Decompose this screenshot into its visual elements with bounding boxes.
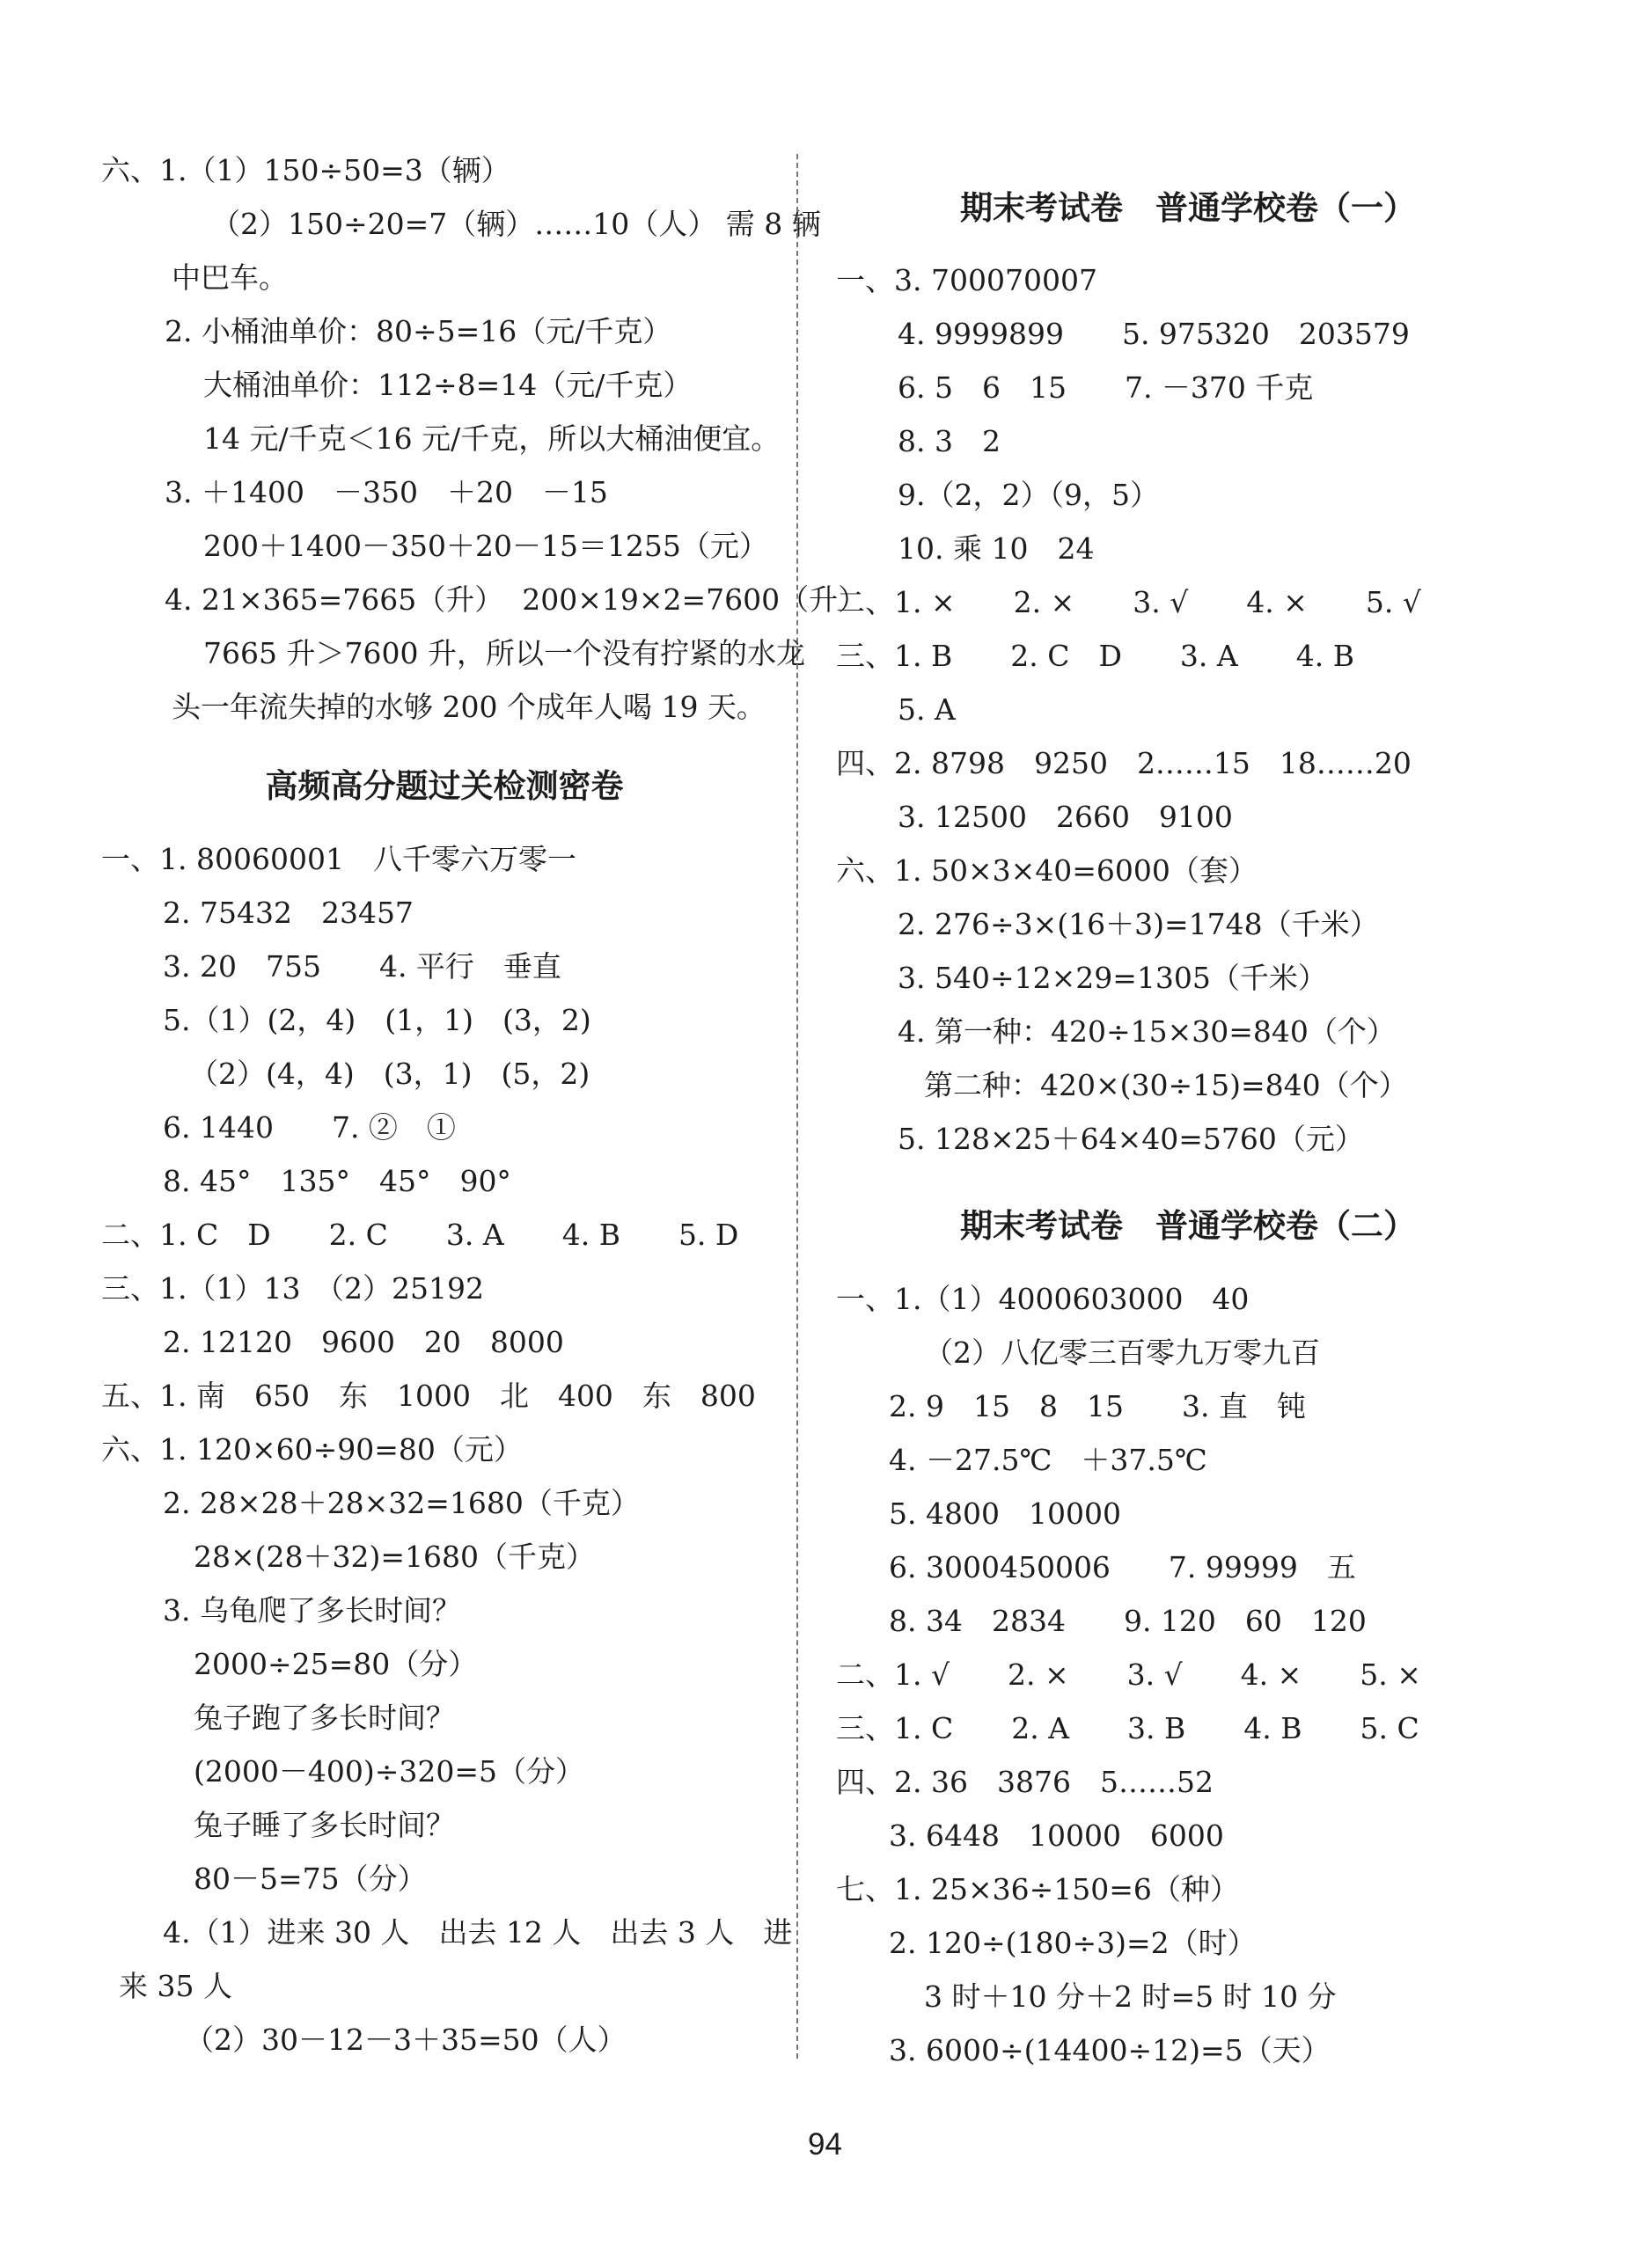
answer-line: 10. 乘 10 24 [898,531,1095,566]
answer-line: 4. 9999899 5. 975320 203579 [898,317,1410,351]
section-heading: 期末考试卷 普通学校卷（一） [960,189,1416,227]
answer-line: 一、3. 700070007 [836,263,1097,297]
answer-line: 4. 21×365=7665（升） 200×19×2=7600（升） [165,582,868,617]
answer-line: 二、1. C D 2. C 3. A 4. B 5. D [101,1218,739,1252]
answer-line: 6. 1440 7. ② ① [163,1110,456,1145]
answer-line: 80－5=75（分） [194,1862,427,1896]
answer-line: 2. 28×28＋28×32=1680（千克） [163,1486,640,1520]
answer-line: 头一年流失掉的水够 200 个成年人喝 19 天。 [172,690,766,724]
answer-line: 四、2. 36 3876 5……52 [836,1765,1214,1799]
answer-line: 6. 5 6 15 7. －370 千克 [898,370,1314,405]
answer-line: 5. A [898,692,956,727]
answer-line: 2. 小桶油单价：80÷5=16（元/千克） [165,314,672,348]
answer-line: 3. 乌龟爬了多长时间？ [163,1593,461,1628]
answer-line: 4. 第一种：420÷15×30=840（个） [898,1014,1396,1049]
answer-line: 三、1. B 2. C D 3. A 4. B [836,639,1354,673]
answer-line: 8. 45° 135° 45° 90° [163,1164,511,1198]
answer-line: 2. 75432 23457 [163,896,414,930]
answer-line: 3. 540÷12×29=1305（千米） [898,961,1327,995]
answer-line: 5. 4800 10000 [889,1496,1121,1531]
answer-line: 五、1. 南 650 东 1000 北 400 东 800 [101,1379,756,1413]
section-heading: 期末考试卷 普通学校卷（二） [960,1207,1416,1245]
answer-line: 中巴车。 [172,260,288,295]
answer-line: 一、1.（1）4000603000 40 [836,1282,1250,1316]
answer-line: 六、1. 50×3×40=6000（套） [836,853,1258,888]
answer-line: 二、1. √ 2. × 3. √ 4. × 5. × [836,1657,1421,1692]
answer-line: 8. 3 2 [898,424,1001,458]
answer-line: 二、1. × 2. × 3. √ 4. × 5. √ [836,585,1421,619]
answer-line: 一、1. 80060001 八千零六万零一 [101,842,576,876]
answer-line: 5.（1）(2，4) (1，1) (3，2) [163,1003,591,1037]
answer-line: 6. 3000450006 7. 99999 五 [889,1550,1356,1584]
answer-line: 3. 6448 10000 6000 [889,1818,1224,1853]
answer-line: 第二种：420×(30÷15)=840（个） [924,1068,1408,1102]
answer-line: 200＋1400－350＋20－15＝1255（元） [203,529,768,563]
answer-line: 2. 9 15 8 15 3. 直 钝 [889,1389,1306,1423]
answer-line: 28×(28＋32)=1680（千克） [194,1540,596,1574]
answer-line: 14 元/千克＜16 元/千克，所以大桶油便宜。 [203,421,781,456]
section-heading: 高频高分题过关检测密卷 [265,767,624,805]
answer-line: 5. 128×25＋64×40=5760（元） [898,1122,1364,1156]
answer-line: 六、1.（1）150÷50=3（辆） [101,153,510,187]
answer-line: 2000÷25=80（分） [194,1647,478,1681]
answer-line: 3 时＋10 分＋2 时=5 时 10 分 [924,1979,1337,2014]
answer-line: 8. 34 2834 9. 120 60 120 [889,1604,1367,1638]
answer-line: 三、1.（1）13 （2）25192 [101,1271,484,1306]
answer-line: 三、1. C 2. A 3. B 4. B 5. C [836,1711,1419,1745]
answer-line: 七、1. 25×36÷150=6（种） [836,1872,1239,1906]
answer-line: 3. 12500 2660 9100 [898,800,1233,834]
answer-line: （2）150÷20=7（辆）……10（人） 需 8 辆 [211,207,821,241]
answer-line: 大桶油单价：112÷8=14（元/千克） [203,368,693,402]
answer-line: （2）30－12－3＋35=50（人） [185,2023,627,2057]
page-number: 94 [808,2127,842,2162]
answer-line: 9.（2，2）（9，5） [898,478,1159,512]
answer-line: 四、2. 8798 9250 2……15 18……20 [836,746,1412,780]
answer-line: 4. －27.5℃ ＋37.5℃ [889,1443,1207,1477]
answer-line: 4.（1）进来 30 人 出去 12 人 出去 3 人 进 [163,1915,793,1950]
column-divider [796,154,798,2059]
answer-line: 3. 20 755 4. 平行 垂直 [163,949,561,984]
answer-line: 2. 12120 9600 20 8000 [163,1325,564,1359]
answer-line: 兔子跑了多长时间？ [194,1701,455,1735]
answer-line: (2000－400)÷320=5（分） [194,1754,585,1789]
answer-line: 3. 6000÷(14400÷12)=5（天） [889,2033,1331,2067]
answer-line: （2）八亿零三百零九万零九百 [924,1335,1320,1370]
answer-line: 来 35 人 [119,1969,232,2003]
answer-line: （2）(4，4) (3，1) (5，2) [189,1057,590,1091]
answer-line: 2. 120÷(180÷3)=2（时） [889,1926,1257,1960]
answer-line: 六、1. 120×60÷90=80（元） [101,1432,523,1467]
answer-line: 2. 276÷3×(16＋3)=1748（千米） [898,907,1379,941]
answer-line: 3. ＋1400 －350 ＋20 －15 [165,475,608,509]
answer-line: 7665 升＞7600 升，所以一个没有拧紧的水龙 [203,636,805,670]
answer-line: 兔子睡了多长时间？ [194,1808,455,1842]
